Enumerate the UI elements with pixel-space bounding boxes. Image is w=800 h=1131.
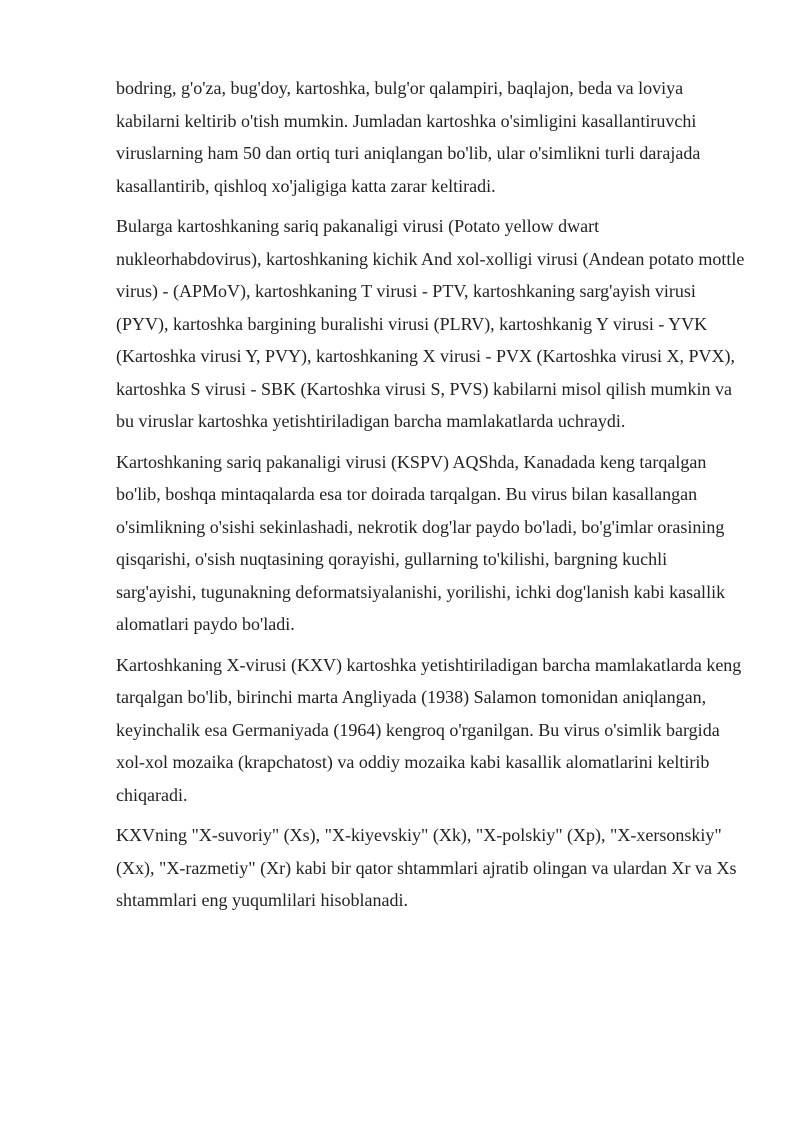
- paragraph-4: Kartoshkaning X-virusi (KXV) kartoshka yetishtiriladigan barcha mamlakatlarda keng tarqalgan bo'lib, birinchi marta Angliyada (1938) Salamon tomonidan aniqlangan, keyinchalik esa Germaniyada (1964) kengroq o'rganilgan. Bu virus o'simlik bargida xol-xol mozaika (krapchatost) va oddiy mozaika kabi kasallik alomatlarini keltirib chiqaradi.: [116, 654, 742, 805]
- paragraph-5: KXVning "X-suvoriy" (Xs), "X-kiyevskiy" (Xk), "X-polskiy" (Xp), "X-xersonskiy" (Xx), "X-razmetiy" (Xr) kabi bir qator shtammlari ajratib olingan va ulardan Xr va Xs shtammlari eng yuqumlilari hisoblanadi.: [116, 825, 737, 910]
- document-page: [116, 72, 746, 925]
- paragraph-3: Kartoshkaning sariq pakanaligi virusi (KSPV) AQShda, Kanadada keng tarqalgan bo'lib, boshqa mintaqalarda esa tor doirada tarqalgan. Bu virus bilan kasallangan o'simlikning o'sishi sekinlashadi, nekrotik dog'lar paydo bo'ladi, bo'g'imlar orasining qisqarishi, o'sish nuqtasining qorayishi, gullarning to'kilishi, bargning kuchli sarg'ayishi, tugunakning deformatsiyalanishi, yorilishi, ichki dog'lanish kabi kasallik alomatlari paydo bo'ladi.: [116, 451, 726, 634]
- paragraph-1: bodring, g'o'za, bug'doy, kartoshka, bulg'or qalampiri, baqlajon, beda va loviya kabilarni keltirib o'tish mumkin. Jumladan kartoshka o'simligini kasallantiruvchi viruslarning ham 50 dan ortiq turi aniqlangan bo'lib, ular o'simlikni turli darajada kasallantirib, qishloq xo'jaligiga katta zarar keltiradi.: [116, 78, 701, 196]
- paragraph-2: Bularga kartoshkaning sariq pakanaligi virusi (Potato yellow dwart nukleorhabdovirus), kartoshkaning kichik And xol-xolligi virusi (Andean potato mottle virus) - (APMoV), kartoshkaning T virusi - PTV, kartoshkaning sarg'ayish virusi (PYV), kartoshka bargining buralishi virusi (PLRV), kartoshkanig Y virusi - YVK (Kartoshka virusi Y, PVY), kartoshkaning X virusi - PVX (Kartoshka virusi X, PVX), kartoshka S virusi - SBK (Kartoshka virusi S, PVS) kabilarni misol qilish mumkin va bu viruslar kartoshka yetishtiriladigan barcha mamlakatlarda uchraydi.: [116, 216, 745, 431]
